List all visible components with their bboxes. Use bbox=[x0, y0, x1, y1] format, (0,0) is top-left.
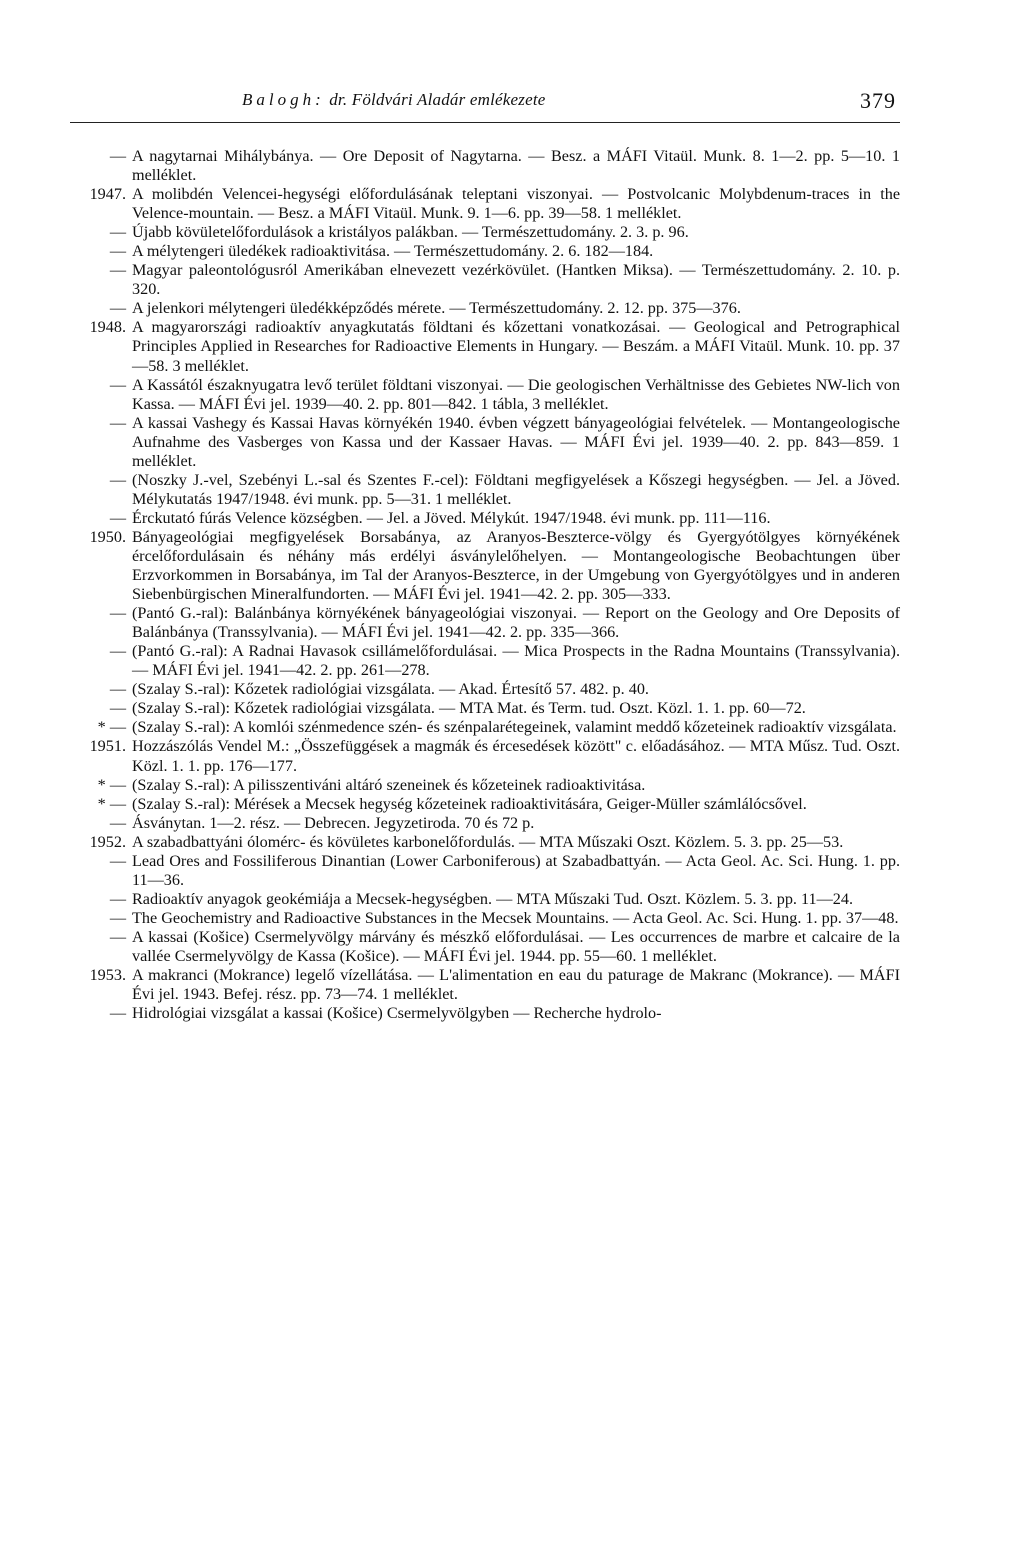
entry-text: Ásványtan. 1—2. rész. — Debrecen. Jegyzetiroda. 70 és 72 p. bbox=[132, 813, 535, 832]
bibliography-entry bbox=[70, 299, 900, 318]
entry-marker: — bbox=[109, 680, 126, 699]
entry-marker: 1952. bbox=[89, 832, 126, 851]
entry-marker: — bbox=[109, 889, 126, 908]
entry-text: Lead Ores and Fossiliferous Dinantian (Lower Carboniferous) at Szabadbattyán. — Acta Geol. Ac. Sci. Hung. 1. pp. 11—36. bbox=[132, 851, 900, 889]
entry-text: A makranci (Mokrance) legelő vízellátása. — L'alimentation en eau du paturage de Makranc (Mokrance). — MÁFI Évi jel. 1943. Befej. rész. pp. 73—74. 1 melléklet. bbox=[132, 966, 900, 1004]
entry-marker: — bbox=[109, 813, 126, 832]
entry-marker: — bbox=[109, 470, 126, 489]
entry-text: Magyar paleontológusról Amerikában elnevezett vezérkövület. (Hantken Miksa). — Természettudomány. 2. 10. p. 320. bbox=[132, 261, 900, 299]
entry-marker: — bbox=[109, 508, 126, 527]
entry-text: (Szalay S.-ral): Kőzetek radiológiai vizsgálata. — MTA Mat. és Term. tud. Oszt. Közl. 1. 1. pp. 60—72. bbox=[132, 699, 806, 718]
bibliography-entry bbox=[70, 223, 900, 242]
entry-text: (Szalay S.-ral): A komlói szénmedence szén- és szénpalarétegeinek, valamint meddő kőzeteinek radioaktív vizsgálata. bbox=[132, 718, 897, 737]
entry-marker: — bbox=[109, 223, 126, 242]
bibliography-entry bbox=[70, 928, 900, 966]
page-number: 379 bbox=[860, 88, 896, 113]
bibliography-entry bbox=[70, 814, 900, 833]
entry-text: Radioaktív anyagok geokémiája a Mecsek-hegységben. — MTA Műszaki Tud. Oszt. Közlem. 5. 3. pp. 11—24. bbox=[132, 889, 854, 908]
running-title bbox=[242, 90, 546, 110]
entry-text: (Noszky J.-vel, Szebényi L.-sal és Szentes F.-cel): Földtani megfigyelések a Kőszegi hegységben. — Jel. a Jöved. Mélykutatás 1947/1948. évi munk. pp. 5—31. 1 melléklet. bbox=[132, 470, 900, 508]
entry-marker: — bbox=[109, 261, 126, 280]
entry-text: Bányageológiai megfigyelések Borsabánya, az Aranyos-Beszterce-völgy és Gyergyótölgyes környékének ércelőfordulásain és néhány más erdélyi ásványlelőhelyen. — Montangeologische Beobachtungen über Erzvorkommen in Borsabánya, im Tal der Aranyos-Beszterce, in der Umgebung von Gyergyótölgyes und in anderen Siebenbürgischen Mineralfundorten. — MÁFI Évi jel. 1941—42. 2. pp. 305—333. bbox=[132, 527, 900, 604]
bibliography-entry bbox=[70, 509, 900, 528]
bibliography-list bbox=[70, 147, 900, 1023]
header-rule bbox=[70, 122, 900, 123]
bibliography-entry bbox=[70, 1004, 900, 1023]
bibliography-entry bbox=[70, 776, 900, 795]
entry-marker: — bbox=[109, 699, 126, 718]
bibliography-entry bbox=[70, 318, 900, 375]
entry-marker: — bbox=[109, 299, 126, 318]
bibliography-entry bbox=[70, 737, 900, 775]
entry-marker: — bbox=[109, 851, 126, 870]
entry-marker: — bbox=[109, 413, 126, 432]
entry-text: (Szalay S.-ral): Kőzetek radiológiai vizsgálata. — Akad. Értesítő 57. 482. p. 40. bbox=[132, 680, 649, 699]
bibliography-entry bbox=[70, 718, 900, 737]
entry-marker: 1953. bbox=[89, 966, 126, 985]
running-title-text: dr. Földvári Aladár emlékezete bbox=[329, 90, 546, 109]
entry-text: A szabadbattyáni ólomérc- és kövületes karbonelőfordulás. — MTA Műszaki Oszt. Közlem. 5. 3. pp. 25—53. bbox=[132, 832, 844, 851]
page-header bbox=[70, 88, 900, 122]
entry-text: A nagytarnai Mihálybánya. — Ore Deposit of Nagytarna. — Besz. a MÁFI Vitaül. Munk. 8. 1—2. pp. 5—10. 1 melléklet. bbox=[132, 147, 900, 185]
entry-text: A magyarországi radioaktív anyagkutatás földtani és kőzettani vonatkozásai. — Geological and Petrographical Principles Applied in Researches for Radioactive Elements in Hungary. — Beszám. a MÁFI Vitaül. Munk. 10. pp. 37—58. 3 melléklet. bbox=[132, 318, 900, 375]
entry-text: A kassai Vashegy és Kassai Havas környékén 1940. évben végzett bányageológiai felvételek. — Montangeologische Aufnahme des Vasberges von Kassa und der Kassaer Havas. — MÁFI Évi jel. 1939—40. 2. pp. 843—859. 1 melléklet. bbox=[132, 413, 900, 470]
entry-marker: — bbox=[109, 242, 126, 261]
bibliography-entry bbox=[70, 147, 900, 185]
entry-marker: * — bbox=[97, 775, 126, 794]
entry-text: (Szalay S.-ral): Mérések a Mecsek hegység kőzeteinek radioaktivitására, Geiger-Müller számlálócsővel. bbox=[132, 794, 807, 813]
entry-text: Érckutató fúrás Velence községben. — Jel. a Jöved. Mélykút. 1947/1948. évi munk. pp. 111—116. bbox=[132, 508, 771, 527]
bibliography-entry bbox=[70, 680, 900, 699]
entry-text: A Kassától északnyugatra levő terület földtani viszonyai. — Die geologischen Verhältnisse des Gebietes NW-lich von Kassa. — MÁFI Évi jel. 1939—40. 2. pp. 801—842. 1 tábla, 3 melléklet. bbox=[132, 375, 900, 413]
entry-marker: — bbox=[109, 604, 126, 623]
entry-text: (Pantó G.-ral): A Radnai Havasok csillámelőfordulásai. — Mica Prospects in the Radna Mountains (Transsylvania). — MÁFI Évi jel. 1941—42. 2. pp. 261—278. bbox=[132, 642, 900, 680]
entry-text: (Szalay S.-ral): A pilisszentiváni altáró szeneinek és kőzeteinek radioaktivitása. bbox=[132, 775, 646, 794]
bibliography-entry bbox=[70, 642, 900, 680]
entry-text: Újabb kövületelőfordulások a kristályos palákban. — Természettudomány. 2. 3. p. 96. bbox=[132, 223, 689, 242]
bibliography-entry bbox=[70, 376, 900, 414]
entry-marker: — bbox=[109, 147, 126, 165]
entry-text: (Pantó G.-ral): Balánbánya környékének bányageológiai viszonyai. — Report on the Geology and Ore Deposits of Balánbánya (Transsylvania). — MÁFI Évi jel. 1941—42. 2. pp. 335—366. bbox=[132, 604, 900, 642]
bibliography-entry bbox=[70, 909, 900, 928]
entry-marker: — bbox=[109, 1004, 126, 1023]
running-title-author: Balogh: bbox=[242, 90, 325, 109]
entry-marker: * — bbox=[97, 794, 126, 813]
entry-text: A molibdén Velencei-hegységi előfordulásának teleptani viszonyai. — Postvolcanic Molybdenum-traces in the Velence-mountain. — Besz. a MÁFI Vitaül. Munk. 9. 1—6. pp. 39—58. 1 melléklet. bbox=[132, 185, 900, 223]
bibliography-entry bbox=[70, 471, 900, 509]
bibliography-entry bbox=[70, 414, 900, 471]
bibliography-entry bbox=[70, 795, 900, 814]
entry-marker: 1948. bbox=[89, 318, 126, 337]
entry-text: A kassai (Košice) Csermelyvölgy márvány és mészkő előfordulásai. — Les occurrences de marbre et calcaire de la vallée Csermelyvölgy de Kassa (Košice). — MÁFI Évi jel. 1944. pp. 55—60. 1 melléklet. bbox=[132, 927, 900, 965]
entry-text: A jelenkori mélytengeri üledékképződés mérete. — Természettudomány. 2. 12. pp. 375—376. bbox=[132, 299, 741, 318]
entry-marker: — bbox=[109, 927, 126, 946]
bibliography-entry bbox=[70, 604, 900, 642]
bibliography-entry bbox=[70, 261, 900, 299]
bibliography-entry bbox=[70, 833, 900, 852]
entry-marker: 1951. bbox=[89, 737, 126, 756]
entry-marker: — bbox=[109, 375, 126, 394]
entry-marker: * — bbox=[97, 718, 126, 737]
entry-text: The Geochemistry and Radioactive Substances in the Mecsek Mountains. — Acta Geol. Ac. Sci. Hung. 1. pp. 37—48. bbox=[132, 908, 899, 927]
bibliography-entry bbox=[70, 242, 900, 261]
bibliography-entry bbox=[70, 966, 900, 1004]
bibliography-entry bbox=[70, 890, 900, 909]
entry-marker: 1950. bbox=[89, 527, 126, 546]
entry-text: Hozzászólás Vendel M.: „Összefüggések a magmák és ércesedések között" c. előadásához. — MTA Műsz. Tud. Oszt. Közl. 1. 1. pp. 176—177. bbox=[132, 737, 900, 775]
entry-marker: — bbox=[109, 642, 126, 661]
bibliography-entry bbox=[70, 852, 900, 890]
bibliography-entry bbox=[70, 528, 900, 604]
bibliography-entry bbox=[70, 185, 900, 223]
entry-text: Hidrológiai vizsgálat a kassai (Košice) Csermelyvölgyben — Recherche hydrolo- bbox=[132, 1004, 662, 1023]
entry-text: A mélytengeri üledékek radioaktivitása. — Természettudomány. 2. 6. 182—184. bbox=[132, 242, 654, 261]
entry-marker: — bbox=[109, 908, 126, 927]
bibliography-entry bbox=[70, 699, 900, 718]
entry-marker: 1947. bbox=[89, 185, 126, 204]
